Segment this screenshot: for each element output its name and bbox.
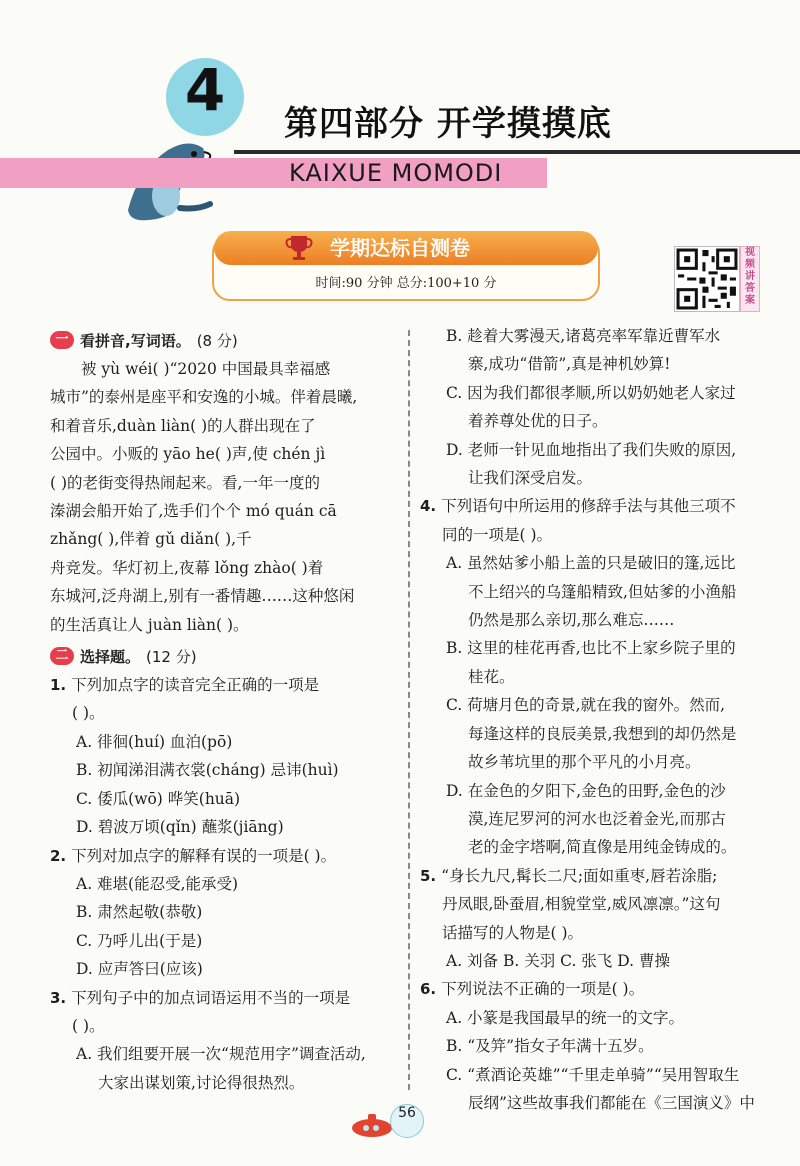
- question-stem-cont: ( )。: [72, 1016, 105, 1035]
- passage-line: 舟竞发。华灯初上,夜幕 lǒng zhào( )着: [50, 558, 324, 577]
- left-column: [50, 325, 395, 1097]
- question-stem-cont: 同的一项是( )。: [442, 525, 553, 544]
- test-title: 学期达标自测卷: [330, 236, 470, 260]
- right-column: [420, 322, 770, 1117]
- option: C. 倭瓜(wō) 哗笑(huā): [76, 789, 241, 808]
- option: C. 荷塘月色的奇景,就在我的窗外。然而,: [446, 696, 726, 715]
- pinyin-title: KAIXUE MOMODI: [289, 159, 503, 187]
- option: C. 乃呼儿出(于是): [76, 931, 203, 950]
- question-stem: 4. 下列语句中所运用的修辞手法与其他三项不: [420, 497, 736, 516]
- option: C. “煮酒论英雄”“千里走单骑”“吴用智取生: [446, 1065, 740, 1084]
- option: D. 在金色的夕阳下,金色的田野,金色的沙: [446, 781, 726, 800]
- option-cont: 让我们深受启发。: [468, 469, 593, 488]
- option-cont: 不上绍兴的乌篷船精致,但姑爹的小渔船: [468, 582, 737, 601]
- option: D. 应声答曰(应该): [76, 960, 203, 979]
- option-cont: 每逢这样的良辰美景,我想到的却仍然是: [468, 724, 737, 743]
- option-cont: 老的金字塔啊,简直像是用纯金铸成的。: [468, 838, 737, 857]
- section-score: (12 分): [146, 647, 197, 666]
- passage-line: zhǎng( ),伴着 gǔ diǎn( ),千: [50, 530, 252, 549]
- option: C. 因为我们都很孝顺,所以奶奶她老人家过: [446, 383, 736, 402]
- question-stem: 2. 下列对加点字的解释有误的一项是( )。: [50, 846, 337, 865]
- option: B. “及笄”指女子年满十五岁。: [446, 1037, 654, 1056]
- section-label: 看拼音,写词语。: [80, 331, 191, 350]
- option: B. 趁着大雾漫天,诸葛亮率军靠近曹军水: [446, 327, 721, 345]
- option-cont: 大家出谋划策,讨论得很热烈。: [98, 1073, 305, 1092]
- section-header: [50, 325, 395, 355]
- section-badge: 二: [50, 647, 74, 665]
- title-underline: [234, 150, 800, 154]
- question-stem-cont: 丹凤眼,卧蚕眉,相貌堂堂,威风凛凛。”这句: [442, 895, 721, 914]
- test-info: 时间:90 分钟 总分:100+10 分: [315, 276, 497, 291]
- question-stem: 5. “身长九尺,髯长二尺;面如重枣,唇若涂脂;: [420, 866, 718, 885]
- option: D. 老师一针见血地指出了我们失败的原因,: [446, 440, 737, 459]
- option-cont: 漠,连尼罗河的河水也泛着金光,而那古: [468, 809, 726, 828]
- passage-line: 城市”的泰州是座平和安逸的小城。伴着晨曦,: [50, 388, 358, 407]
- question-stem: 1. 下列加点字的读音完全正确的一项是: [50, 676, 320, 695]
- page-title: 第四部分 开学摸摸底: [284, 104, 612, 144]
- option-cont: 故乡苇坑里的那个平凡的小月亮。: [468, 753, 701, 772]
- option-cont: 辰纲”这些故事我们都能在《三国演义》中: [468, 1093, 755, 1112]
- section-header: [50, 641, 395, 671]
- option: A. 虽然姑爹小船上盖的只是破旧的篷,远比: [446, 554, 736, 573]
- option: A. 小篆是我国最早的统一的文字。: [446, 1008, 685, 1027]
- option: B. 肃然起敬(恭敬): [76, 903, 203, 922]
- passage-line: 公园中。小贩的 yāo he( )声,使 chén jì: [50, 445, 326, 464]
- question-stem: 6. 下列说法不正确的一项是( )。: [420, 980, 645, 999]
- option: A. 难堪(能忍受,能承受): [76, 874, 239, 893]
- option-cont: 仍然是那么亲切,那么难忘……: [468, 611, 675, 630]
- passage-line: 的生活真让人 juàn liàn( )。: [50, 615, 249, 634]
- question-stem: 3. 下列句子中的加点词语运用不当的一项是: [50, 988, 351, 1007]
- option: A. 我们组要开展一次“规范用字”调查活动,: [76, 1045, 366, 1064]
- option: A. 徘徊(huí) 血泊(pō): [76, 732, 233, 751]
- qr-label: 视频讲答案: [740, 246, 760, 312]
- option: B. 这里的桂花再香,也比不上家乡院子里的: [446, 639, 736, 658]
- option: D. 碧波万顷(qǐn) 蘸浆(jiāng): [76, 818, 284, 837]
- trophy-icon: [284, 234, 314, 262]
- page-number: 56: [390, 1104, 424, 1138]
- passage-line: 东城河,泛舟湖上,别有一番情趣……这种悠闲: [50, 587, 355, 606]
- submarine-icon: [350, 1112, 394, 1138]
- column-divider: [408, 330, 410, 1090]
- question-stem-cont: ( )。: [72, 704, 105, 723]
- section-badge: 一: [50, 331, 74, 349]
- option-cont: 着养尊处优的日子。: [468, 412, 608, 431]
- option-cont: 桂花。: [468, 667, 515, 686]
- qr-code-icon[interactable]: [674, 246, 740, 312]
- passage-line: ( )的老街变得热闹起来。看,一年一度的: [50, 473, 320, 492]
- option-cont: 寨,成功“借箭”,真是神机妙算!: [468, 355, 671, 374]
- section-label: 选择题。: [80, 647, 141, 666]
- option: B. 初闻涕泪满衣裳(cháng) 忌讳(huì): [76, 761, 339, 780]
- passage-line: 被 yù wéi( )“2020 中国最具幸福感: [81, 360, 331, 378]
- section-score: (8 分): [196, 331, 238, 350]
- passage-line: 和着音乐,duàn liàn( )的人群出现在了: [50, 416, 316, 435]
- question-stem-cont: 话描写的人物是( )。: [442, 923, 584, 942]
- chapter-number: 4: [184, 56, 226, 124]
- option: A. 刘备 B. 关羽 C. 张飞 D. 曹操: [446, 951, 670, 970]
- passage-line: 溱湖会船开始了,选手们个个 mó quán cā: [50, 502, 337, 521]
